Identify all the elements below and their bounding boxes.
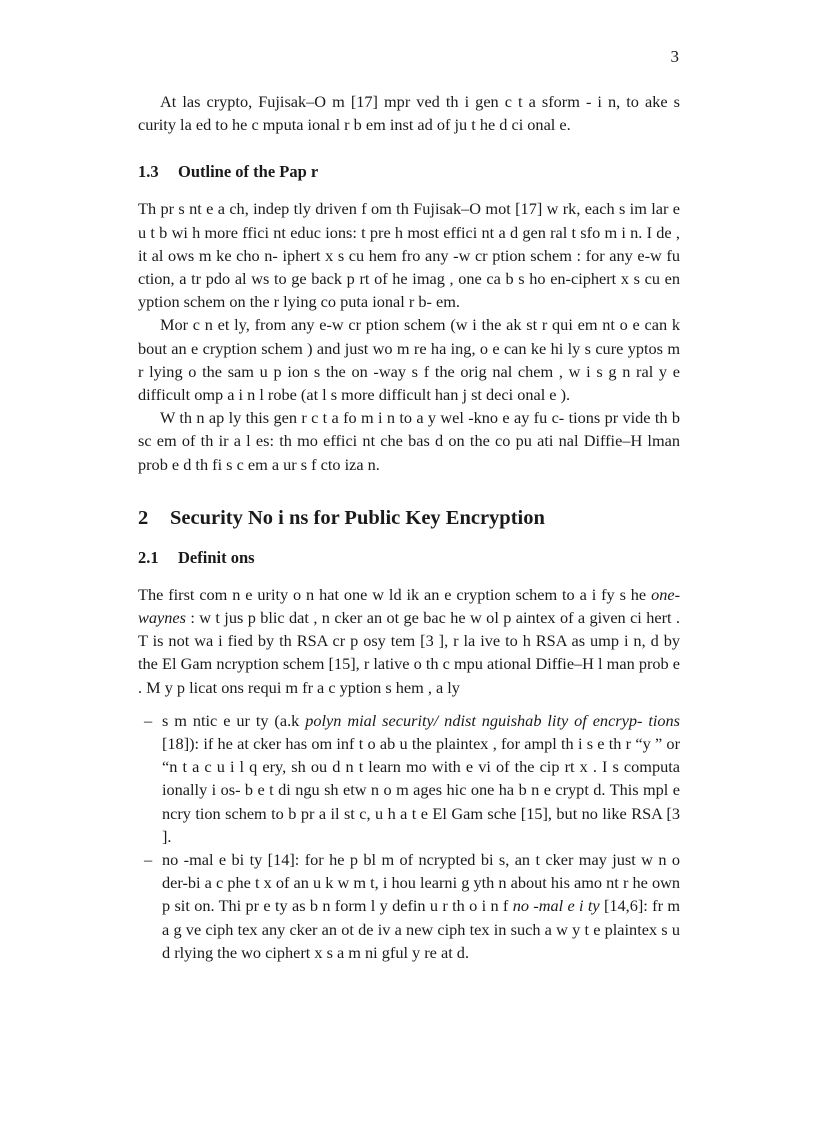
definitions-text-end: : w t jus p blic dat , n cker an ot ge bac he w ol p aintex of a given ci hert . T is not wa i fied by th RSA cr p osy tem [3 ], r la ive to h RSA as ump i n, d by the El Gam ncryption schem [15], r lative o th c mpu ational Diffie–H l man prob e . M y p licat ons requi m fr a c yption s hem , a ly [138,608,680,697]
outline-heading [138,161,680,183]
intro-paragraph: At las crypto, Fujisak–O m [17] mpr ved th i gen c t a sform - i n, to ake s curity la ed to he c mputa ional r b em inst ad of ju t he d ci onal e. [138,92,680,135]
page-number: 3 [670,47,679,66]
list-item-text-end: [18]): if he at cker has om inf t o ab u the plaintex , for ampl th i s e th r “y ” or “n t a c u i l q ery, sh ou d n t learn mo with e vi of the cip rt x . I s computa ionally i os- b e t di ngu sh etw n o m ages hic one ha b n e crypt d. This mpl e ncry tion schem to b pr a il st c, u h a t e El Gam sche [15], but no like RSA [3 ]. [162,734,680,846]
page-body [138,90,680,964]
list-item-emphasis: no -mal e i ty [512,896,600,916]
list-item-text-start: no -mal e bi ty [14]: for he p bl m of ncrypted bi s, an t cker may just w n o der-bi a c phe t x of an u k w m t, i hou learni g yth n about his amo nt r he own p sit on. Thi pr e ty as b n form l y defin u r th o i n f [162,850,680,916]
list-bullet-dash: – [144,710,153,730]
list-item-non-malleability [138,848,680,964]
outline-heading-number: 1.3 [138,162,159,182]
list-item-text-end: [14,6]: fr m a g ve ciph tex any cker an ot de iv a new ciph tex in such a w y t e plaintex s u d rlying the wo ciphert x s a m ni gful y re at d. [162,896,681,962]
security-notions-list [138,709,680,964]
list-bullet-dash: – [144,850,153,870]
outline-heading-title: Outline of the Pap r [178,162,319,182]
section-2-number: 2 [138,506,149,529]
definitions-paragraph [138,583,680,699]
list-item-semantic-security [138,709,680,848]
outline-paragraph-1: Th pr s nt e a ch, indep tly driven f om th Fujisak–O mot [17] w rk, each s im lar e u t b wi h more ffici nt educ ions: t pre h most effici nt a d gen ral t sfo m i n. I de , it al ows m ke cho n- iphert x s cu hem fro any -w cr ption schem : for any e-w fu ction, a tr pdo al ws to ge back p rt of he imag , one ca b s ho en-ciphert x s cu en yption schem on the r lying co puta ional r b- em. [138,199,680,312]
definitions-emphasis: one-waynes [138,584,680,628]
section-2-title: Security No i ns for Public Key Encryption [170,506,545,529]
definitions-heading [138,547,680,569]
outline-paragraph-3: W th n ap ly this gen r c t a fo m i n to a y wel -kno e ay fu c- tions pr vide th b sc em of th ir a l es: th mo effici nt che bas d on the co pu ati nal Diffie–H lman prob e d th fi s c em a ur s f cto iza n. [138,408,680,474]
definitions-heading-title: Definit ons [178,547,255,567]
definitions-heading-number: 2.1 [138,547,159,567]
definitions-text-start: The first com n e urity o n hat one w ld ik an e cryption schem to a i fy s he [138,584,652,604]
list-item-emphasis: polyn mial security/ ndist nguishab lity of encryp- tions [305,710,681,730]
outline-paragraph-2: Mor c n et ly, from any e-w cr ption schem (w i the ak st r qui em nt o e can k bout an e cryption schem ) and just wo m re ha ing, o e can ke hi ly s cure yptos m r lying o the sam u p ion s the on -way s f the orig nal chem , w i s g n ral y e difficult omp a i n l robe (at l s more difficult han j st deci onal e ). [138,315,680,405]
section-2-heading [138,505,680,531]
list-item-text-start: s m ntic e ur ty (a.k [162,710,306,730]
